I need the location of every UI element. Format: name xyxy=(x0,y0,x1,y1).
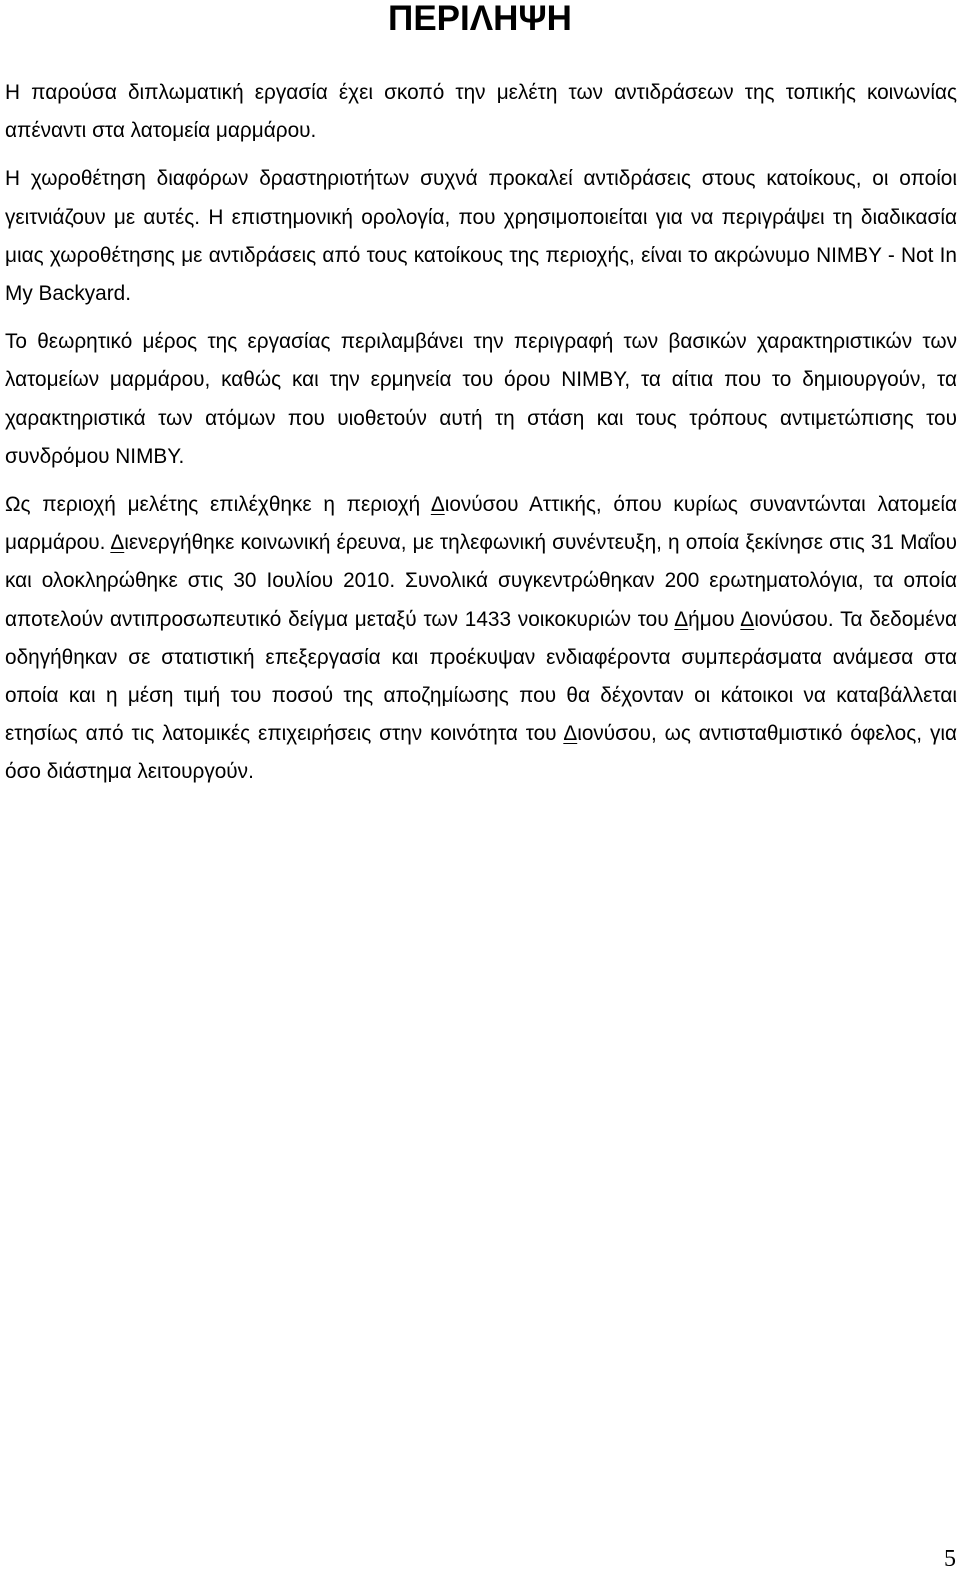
abstract-body xyxy=(5,74,957,802)
text-segment: ιονύσου, ως αντισταθμιστικό όφελος, για όσο διάστημα λειτουργούν. xyxy=(5,722,957,784)
text-segment: ήμου xyxy=(688,607,741,631)
text-segment: ιενεργήθηκε κοινωνική έρευνα, με τηλεφωνική συνέντευξη, η οποία ξεκίνησε στις 31 Μαΐου και ολοκληρώθηκε στις 30 Ιουλίου 2010. Συνολικά συγκεντρώθηκαν 200 ερωτηματολόγια, τα οποία αποτελούν αντιπροσωπευτικό δείγμα μεταξύ των 1433 νοικοκυριών του xyxy=(5,531,957,631)
paragraph-study-area xyxy=(5,486,957,792)
paragraph-intro: Η παρούσα διπλωματική εργασία έχει σκοπό την μελέτη των αντιδράσεων της τοπικής κοινωνίας απέναντι στα λατομεία μαρμάρου. xyxy=(5,81,957,143)
page-number: 5 xyxy=(944,1546,956,1572)
paragraph-nimby-definition: Η χωροθέτηση διαφόρων δραστηριοτήτων συχνά προκαλεί αντιδράσεις στους κατοίκους, οι οποίοι γειτνιάζουν με αυτές. Η επιστημονική ορολογία, που χρησιμοποιείται για να περιγράψει τη διαδικασία μιας χωροθέτησης με αντιδράσεις από τους κατοίκους της περιοχής, είναι το ακρώνυμο NIMBY - Not In My Backyard. xyxy=(5,167,957,306)
underlined-letter: Δ xyxy=(563,722,578,746)
text-segment: ιονύσου Αττικής, όπου κυρίως συναντώνται λατομεία μαρμάρου. xyxy=(5,493,957,555)
page-title: ΠΕΡΙΛΗΨΗ xyxy=(388,0,572,38)
underlined-letter: Δ xyxy=(674,607,689,631)
paragraph-theoretical-part: Το θεωρητικό μέρος της εργασίας περιλαμβάνει την περιγραφή των βασικών χαρακτηριστικών των λατομείων μαρμάρου, καθώς και την ερμηνεία του όρου NIMBY, τα αίτια που το δημιουργούν, τα χαρακτηριστικά των ατόμων που υιοθετούν αυτή τη στάση και τους τρόπους αντιμετώπισης του συνδρόμου NIMBY. xyxy=(5,330,957,468)
underlined-letter: Δ xyxy=(430,493,445,517)
text-segment: ιονύσου. Τα δεδομένα οδηγήθηκαν σε στατιστική επεξεργασία και προέκυψαν ενδιαφέροντα συμπεράσματα ανάμεσα στα οποία και η μέση τιμή του ποσού της αποζημίωσης που θα δέχονταν οι κάτοικοι να καταβάλλεται ετησίως από τις λατομικές επιχειρήσεις στην κοινότητα του xyxy=(5,607,957,746)
underlined-letter: Δ xyxy=(110,531,125,555)
underlined-letter: Δ xyxy=(740,607,755,631)
text-segment: Ως περιοχή μελέτης επιλέχθηκε η περιοχή xyxy=(5,493,431,517)
